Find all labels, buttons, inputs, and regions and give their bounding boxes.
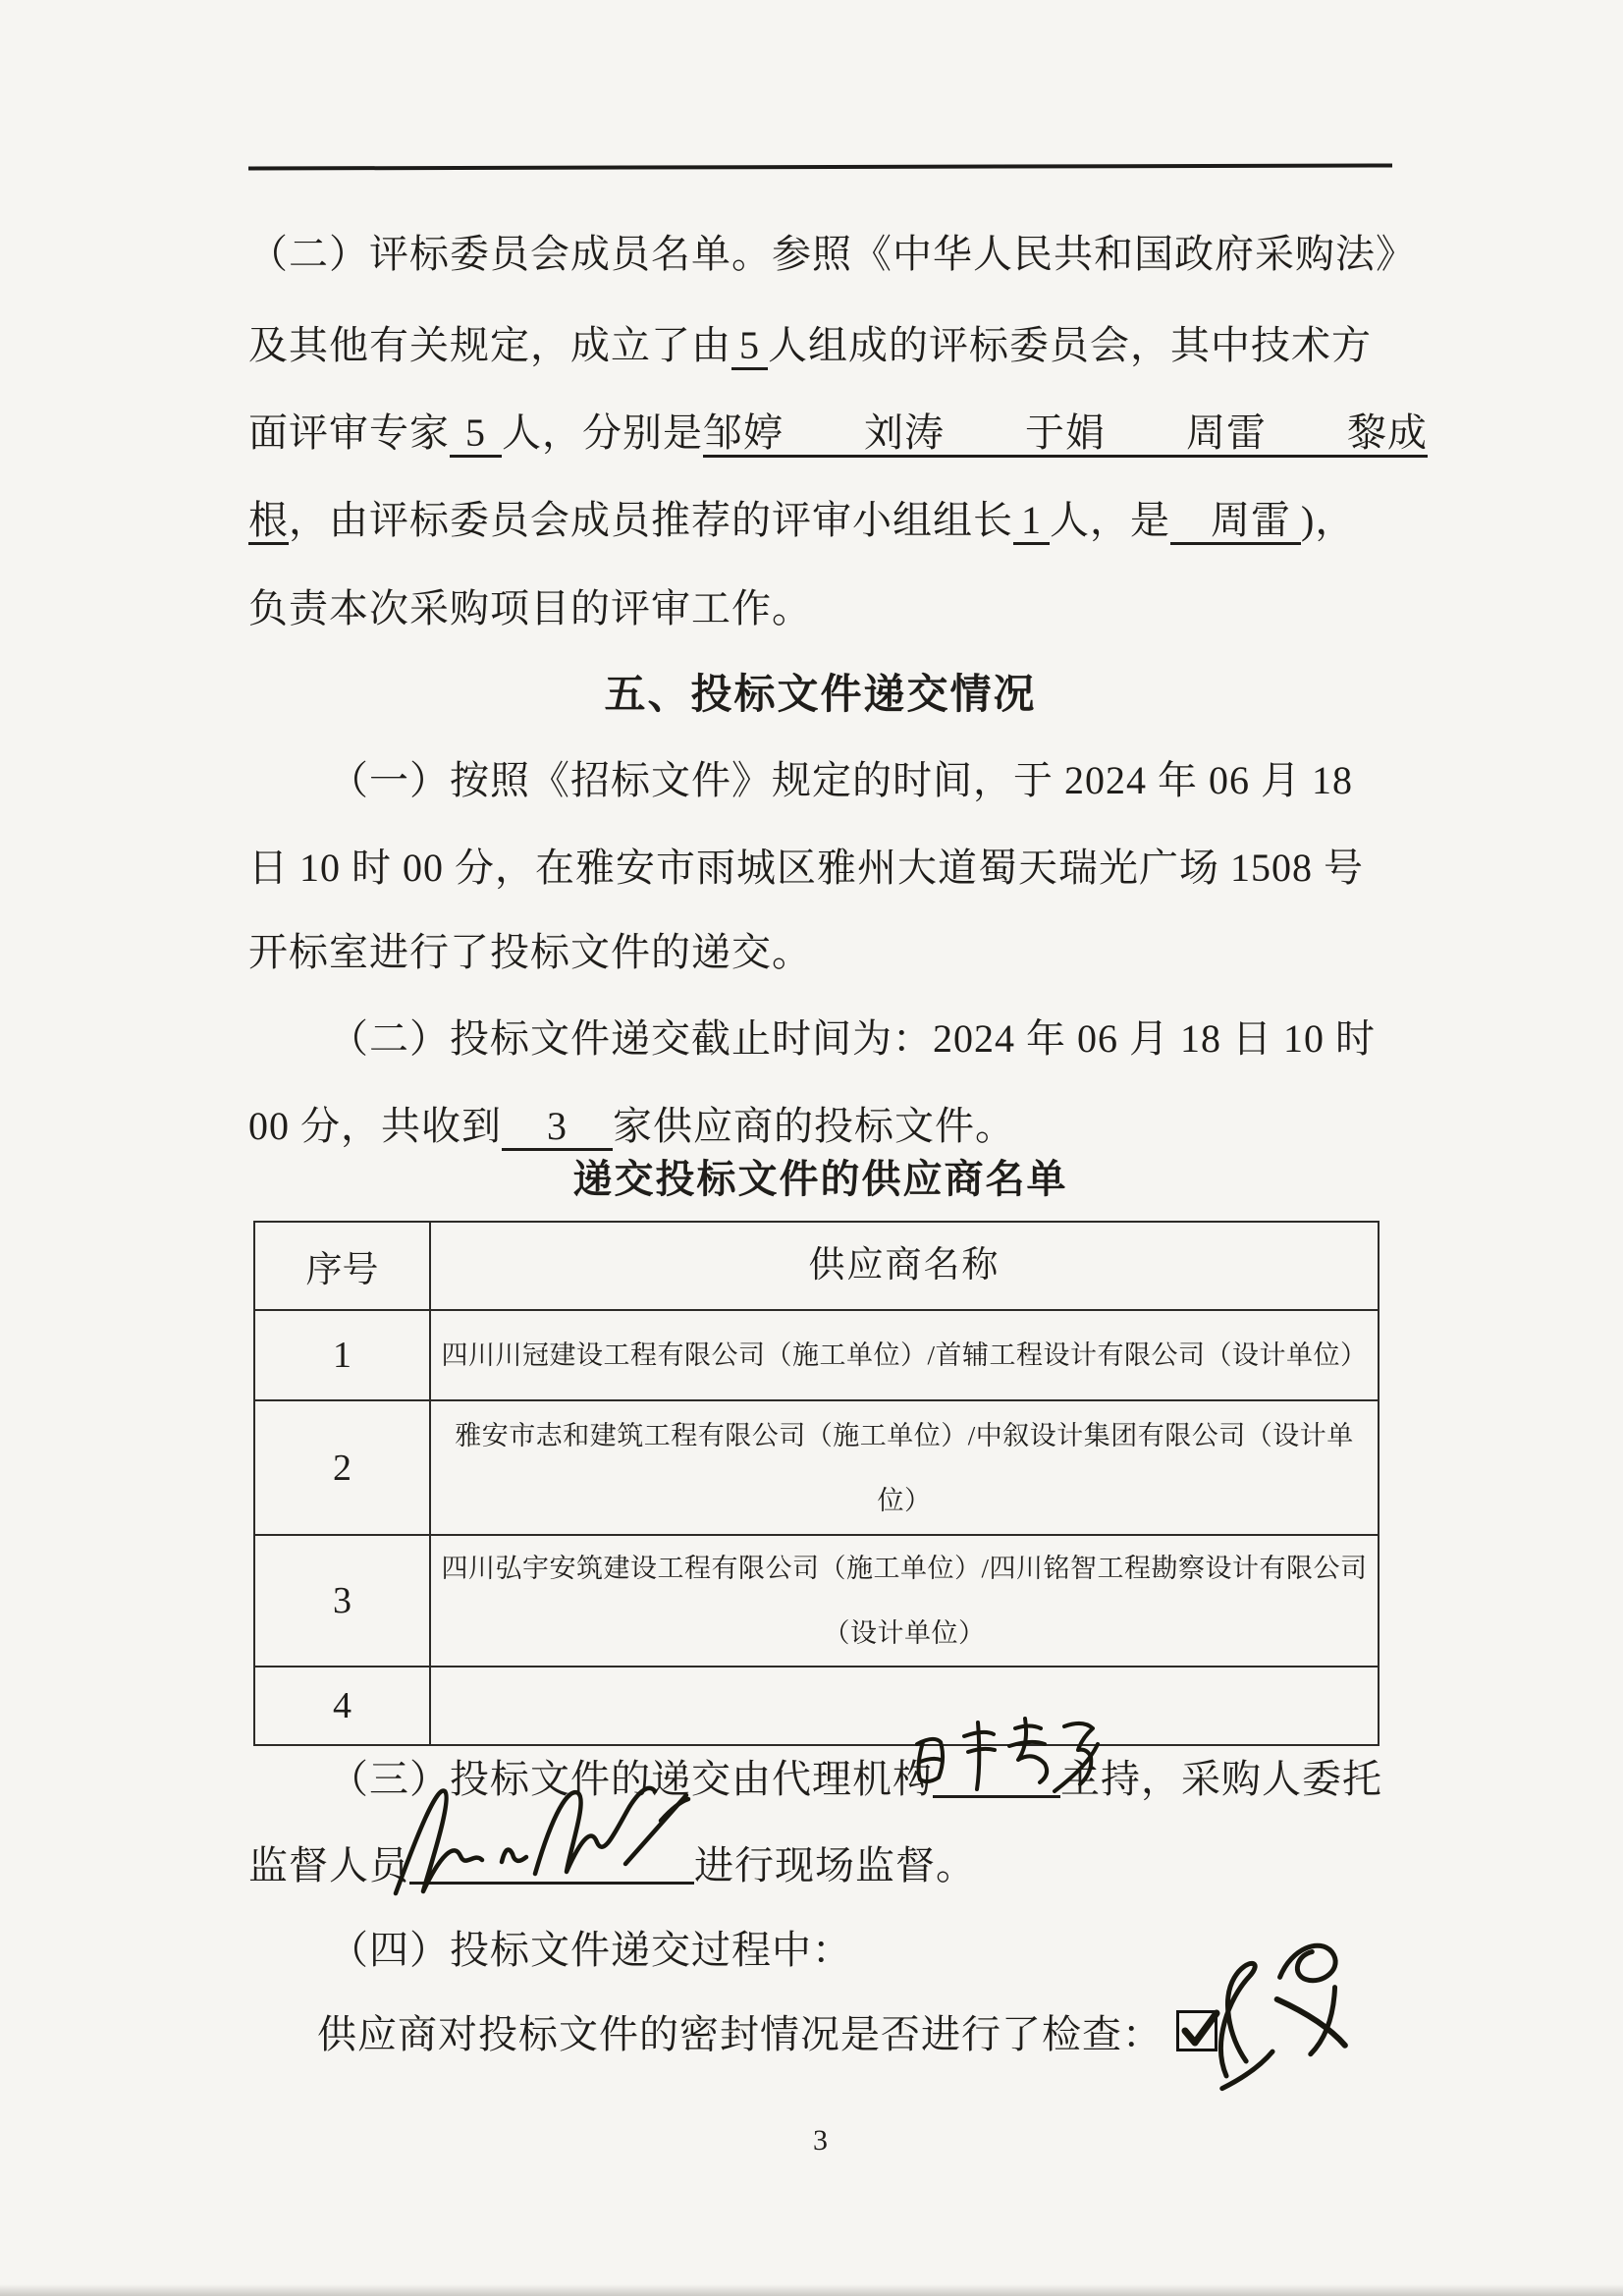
committee-paragraph-line2: [248, 302, 1466, 389]
table-row: [254, 1400, 1379, 1535]
table-cell-seq: 4: [254, 1667, 430, 1745]
submission-paragraph1-line3: [248, 909, 1466, 996]
table-cell-seq: 3: [254, 1535, 430, 1667]
paragraph-text: 开标室进行了投标文件的递交。: [248, 930, 812, 974]
header-divider-rule: [248, 163, 1392, 170]
paragraph-text: （三）投标文件的递交由代理机构: [329, 1757, 933, 1801]
submission-paragraph2-line1: [248, 996, 1546, 1082]
paragraph-text: 监督人员: [248, 1843, 409, 1887]
seal-check-line: [248, 1992, 1535, 2078]
handwritten-supervisor-signature: [380, 1768, 714, 1915]
table-cell-supplier: 四川弘宇安筑建设工程有限公司（施工单位）/四川铭智工程勘察设计有限公司（设计单位）: [430, 1535, 1379, 1667]
paragraph-text: 主持，采购人委托: [1060, 1757, 1382, 1801]
paragraph-text: 面评审专家: [248, 410, 450, 455]
table-header-seq: 序号: [254, 1222, 430, 1310]
paragraph-text: （二）评标委员会成员名单。参照《中华人民共和国政府采购法》: [248, 232, 1416, 276]
filled-blank-tech-expert-count: 5: [450, 410, 502, 458]
paragraph-text: 家供应商的投标文件。: [613, 1104, 1015, 1148]
paragraph-text: 人，分别是: [502, 410, 703, 455]
scan-edge-shadow: [0, 2284, 1623, 2296]
filled-blank-supplier-count: 3: [502, 1104, 613, 1151]
paragraph-text: （一）按照《招标文件》规定的时间，于 2024 年 06 月 18: [329, 758, 1353, 802]
paragraph-text: （四）投标文件递交过程中：: [329, 1928, 852, 1972]
table-cell-seq: 1: [254, 1310, 430, 1400]
committee-paragraph-line5: [248, 566, 1466, 652]
table-row: [254, 1535, 1379, 1667]
paragraph-text: 人，是: [1050, 498, 1170, 542]
table-header-supplier-name: 供应商名称: [430, 1222, 1379, 1310]
table-cell-seq: 2: [254, 1400, 430, 1535]
supplier-table-title: 递交投标文件的供应商名单: [572, 1158, 1068, 1201]
committee-paragraph-line3: [248, 390, 1466, 476]
handwritten-initials: [1172, 1919, 1382, 2125]
table-cell-supplier: 雅安市志和建筑工程有限公司（施工单位）/中叙设计集团有限公司（设计单位）: [430, 1400, 1379, 1535]
paragraph-text: 日 10 时 00 分，在雅安市雨城区雅州大道蜀天瑞光广场 1508 号: [248, 846, 1364, 890]
paragraph-text: 负责本次采购项目的评审工作。: [248, 586, 812, 630]
paragraph-text: （二）投标文件递交截止时间为：2024 年 06 月 18 日 10 时: [329, 1016, 1376, 1061]
filled-blank-expert-count: 5: [731, 323, 768, 370]
filled-blank-expert-names: 邹婷 刘涛 于娟 周雷 黎成: [703, 410, 1428, 458]
agency-name-blank: [933, 1748, 1060, 1798]
table-row: [254, 1667, 1379, 1745]
submission-paragraph1-line2: [248, 825, 1466, 911]
paragraph-text: 人组成的评标委员会，其中技术方: [768, 323, 1372, 367]
supplier-table: [253, 1221, 1380, 1746]
submission-paragraph1-line1: [248, 738, 1546, 824]
page-number: 3: [813, 2124, 828, 2157]
submission-paragraph3-line2: [248, 1823, 1466, 1909]
supervisor-signature-blank: [409, 1834, 694, 1885]
table-row: [254, 1310, 1379, 1400]
filled-blank-leader-count: 1: [1013, 498, 1050, 545]
table-header-row: [254, 1222, 1379, 1310]
committee-paragraph-line1: [248, 211, 1466, 298]
table-cell-supplier: 四川川冠建设工程有限公司（施工单位）/首辅工程设计有限公司（设计单位）: [430, 1310, 1379, 1400]
filled-blank-name-continued: 根: [248, 498, 289, 545]
paragraph-text: 进行现场监督。: [694, 1843, 976, 1887]
filled-blank-leader-name: 周雷: [1170, 498, 1301, 545]
paragraph-text: )，: [1301, 498, 1356, 542]
paragraph-text: ，由评标委员会成员推荐的评审小组组长: [289, 498, 1013, 542]
paragraph-text: 00 分，共收到: [248, 1104, 502, 1148]
committee-paragraph-line4: [248, 477, 1466, 564]
section-heading: 五、投标文件递交情况: [604, 671, 1037, 717]
handwritten-agency-name: [899, 1697, 1106, 1815]
paragraph-text: 供应商对投标文件的密封情况是否进行了检查：: [317, 2012, 1163, 2056]
paragraph-text: 及其他有关规定，成立了由: [248, 323, 731, 367]
